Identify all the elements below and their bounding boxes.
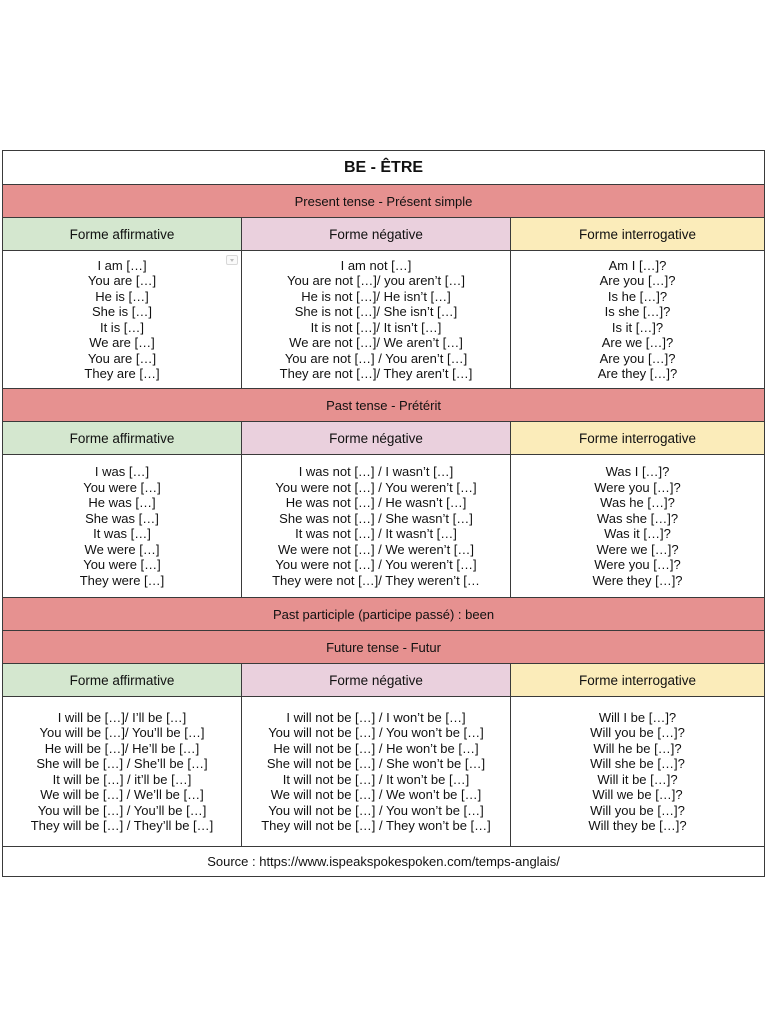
conjugation-line: She will not be […] / She won’t be […] [266, 756, 486, 771]
conjugation-line: She is […] [92, 304, 152, 319]
conjugation-line: He will not be […] / He won’t be […] [273, 740, 479, 756]
conjugation-line: Will I be […]? [598, 709, 677, 725]
conjugation-line: Are we […]? [601, 335, 674, 350]
tense-header-future: Future tense - Futur [3, 631, 765, 664]
conjugation-line: We will be […] / We’ll be […] [40, 787, 204, 802]
conjugation-line: You will be […]/ You’ll be […] [39, 725, 205, 740]
tense-header-past: Past tense - Prétérit [3, 389, 765, 422]
conjugation-line: Are you […]? [599, 350, 676, 366]
conjugation-line: Are you […]? [599, 273, 676, 288]
conjugation-line: It was […] [93, 526, 151, 541]
conjugation-line: She was […] [85, 510, 159, 526]
conjugation-line: They will not be […] / They won’t be […] [261, 818, 491, 833]
conjugation-line: She was not […] / She wasn’t […] [279, 510, 473, 526]
past-negative-cell [242, 455, 511, 598]
conjugation-line: Will it be […]? [597, 771, 678, 787]
conjugation-line: Was I […]? [605, 464, 670, 479]
conjugation-line: I was […] [94, 464, 150, 479]
conjugation-line: Are they […]? [597, 366, 678, 381]
conjugation-line: Were we […]? [596, 541, 679, 557]
past-participle-row: Past participle (participe passé) : been [3, 598, 765, 631]
table-title: BE - ÊTRE [3, 151, 765, 185]
conjugation-line: Will you be […]? [590, 802, 685, 818]
column-header-interrogative: Forme interrogative [511, 422, 765, 455]
conjugation-line: I was not […] / I wasn’t […] [298, 464, 454, 479]
conjugation-line: You were not […] / You weren’t […] [275, 479, 477, 495]
conjugation-line: You were not […] / You weren’t […] [275, 557, 477, 572]
conjugation-line: He was […] [88, 495, 156, 510]
conjugation-line: You will not be […] / You won’t be […] [268, 802, 484, 818]
conjugation-line: She is not […]/ She isn’t […] [294, 304, 458, 319]
conjugation-line: Is she […]? [604, 304, 671, 319]
conjugation-line: You are […] [87, 273, 157, 288]
present-interrogative-cell [511, 251, 765, 389]
conjugation-line: Is he […]? [607, 288, 668, 304]
tense-header-present: Present tense - Présent simple [3, 185, 765, 218]
conjugation-line: You are not […] / You aren’t […] [284, 350, 468, 366]
past-interrogative-cell [511, 455, 765, 598]
conjugation-line: They will be […] / They’ll be […] [30, 818, 214, 833]
conjugation-line: It was not […] / It wasn’t […] [295, 526, 457, 541]
conjugation-line: It is not […]/ It isn’t […] [310, 319, 442, 335]
conjugation-line: It will be […] / it’ll be […] [52, 771, 192, 787]
conjugation-line: He is […] [95, 288, 149, 304]
conjugation-line: You will be […] / You’ll be […] [37, 802, 207, 818]
conjugation-line: We were […] [84, 541, 160, 557]
present-negative-cell [242, 251, 511, 389]
conjugation-line: It is […] [99, 319, 145, 335]
column-header-affirmative: Forme affirmative [3, 218, 242, 251]
conjugation-line: You are not […]/ you aren’t […] [286, 273, 465, 288]
column-header-interrogative: Forme interrogative [511, 664, 765, 697]
conjugation-line: Is it […]? [611, 319, 664, 335]
conjugation-line: Will she be […]? [590, 756, 685, 771]
column-header-negative: Forme négative [242, 218, 511, 251]
column-header-affirmative: Forme affirmative [3, 422, 242, 455]
conjugation-line: We were not […] / We weren’t […] [277, 541, 475, 557]
conjugation-line: Will we be […]? [592, 787, 683, 802]
conjugation-line: We are not […]/ We aren’t […] [289, 335, 463, 350]
conjugation-line: Were they […]? [592, 572, 683, 588]
conjugation-line: Am I […]? [608, 257, 667, 273]
conjugation-line: Were you […]? [594, 479, 681, 495]
conjugation-line: Were you […]? [594, 557, 681, 572]
column-header-affirmative: Forme affirmative [3, 664, 242, 697]
column-header-interrogative: Forme interrogative [511, 218, 765, 251]
conjugation-table [2, 150, 765, 877]
column-header-negative: Forme négative [242, 422, 511, 455]
conjugation-line: You will not be […] / You won’t be […] [268, 725, 484, 740]
conjugation-line: I will not be […] / I won’t be […] [286, 709, 466, 725]
conjugation-line: She will be […] / She’ll be […] [36, 756, 208, 771]
conjugation-line: You are […] [87, 350, 157, 366]
conjugation-line: I am […] [97, 257, 147, 273]
conjugation-line: Was she […]? [596, 510, 679, 526]
future-affirmative-cell [3, 697, 242, 847]
cell-dropdown-icon[interactable] [226, 255, 238, 265]
conjugation-line: I will be […]/ I’ll be […] [57, 709, 187, 725]
conjugation-line: He was not […] / He wasn’t […] [285, 495, 467, 510]
conjugation-line: Will you be […]? [590, 725, 685, 740]
present-affirmative-cell [3, 251, 242, 389]
conjugation-line: Was it […]? [604, 526, 671, 541]
conjugation-line: He will be […]/ He’ll be […] [44, 740, 200, 756]
conjugation-line: You were […] [83, 479, 161, 495]
source-footer: Source : https://www.ispeakspokespoken.com/temps-anglais/ [3, 847, 765, 877]
conjugation-line: You were […] [83, 557, 161, 572]
conjugation-line: Will they be […]? [588, 818, 687, 833]
conjugation-line: They are […] [84, 366, 160, 381]
future-interrogative-cell [511, 697, 765, 847]
past-affirmative-cell [3, 455, 242, 598]
conjugation-line: We are […] [89, 335, 155, 350]
conjugation-line: It will not be […] / It won’t be […] [282, 771, 470, 787]
conjugation-line: He is not […]/ He isn’t […] [301, 288, 451, 304]
future-negative-cell [242, 697, 511, 847]
conjugation-line: Was he […]? [600, 495, 675, 510]
column-header-negative: Forme négative [242, 664, 511, 697]
conjugation-line: They are not […]/ They aren’t […] [279, 366, 473, 381]
conjugation-line: They were not […]/ They weren’t [… [272, 572, 480, 588]
conjugation-line: We will not be […] / We won’t be […] [270, 787, 482, 802]
conjugation-line: Will he be […]? [593, 740, 682, 756]
conjugation-line: I am not […] [340, 257, 412, 273]
conjugation-line: They were […] [79, 572, 165, 588]
